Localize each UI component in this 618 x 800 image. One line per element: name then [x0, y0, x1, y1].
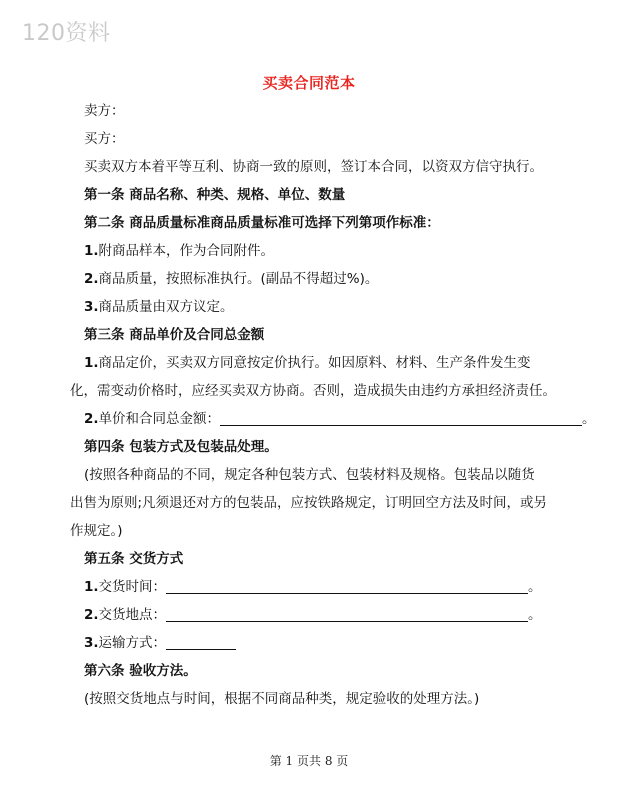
item-text: 单价和合同总金额：: [98, 411, 221, 427]
article-3-item-1-line-2: 化，需变动价格时，应经买卖双方协商。否则，造成损失由违约方承担经济责任。: [70, 383, 556, 399]
item-text: 商品定价，买卖双方同意按定价执行。如因原料、材料、生产条件发生变: [98, 355, 531, 371]
article-5-item-2: [84, 601, 560, 629]
buyer-line: 买方：: [84, 131, 125, 147]
item-number: 3.: [84, 635, 99, 651]
period: 。: [582, 411, 596, 427]
article-4-heading: 第四条 包装方式及包装品处理。: [84, 439, 278, 455]
item-text: 交货地点：: [98, 607, 167, 623]
article-3-item-2: [84, 405, 596, 433]
article-6-heading: 第六条 验收方法。: [84, 663, 197, 679]
amount-blank: [220, 411, 582, 426]
article-4-line-2: 出售为原则;凡须退还对方的包装品，应按铁路规定，订明回空方法及时间，或另: [70, 495, 548, 511]
item-number: 1.: [84, 243, 99, 259]
article-2-heading: 第二条 商品质量标准商品质量标准可选择下列第项作标准：: [84, 215, 440, 231]
delivery-time-blank: [166, 579, 528, 594]
article-5-item-1: [84, 573, 560, 601]
article-2-item-1: [84, 237, 560, 265]
document-body: [70, 97, 596, 713]
period: 。: [528, 607, 542, 623]
article-5-item-3: [84, 629, 560, 657]
item-text: 商品质量由双方议定。: [98, 299, 234, 315]
delivery-place-blank: [166, 607, 528, 622]
item-text: 附商品样本，作为合同附件。: [98, 243, 275, 259]
watermark: 120资料: [22, 21, 111, 46]
item-number: 2.: [84, 411, 99, 427]
item-number: 2.: [84, 607, 99, 623]
article-5-heading: 第五条 交货方式: [84, 551, 184, 567]
item-number: 3.: [84, 299, 99, 315]
item-text: 商品质量，按照标准执行。(副品不得超过%)。: [98, 271, 379, 287]
page-footer: 第 1 页共 8 页: [269, 754, 349, 768]
period: 。: [528, 579, 542, 595]
article-3-item-1-line-1: [84, 349, 560, 377]
item-text: 运输方式：: [98, 635, 167, 651]
document-title: 买卖合同范本: [262, 74, 356, 92]
seller-line: 卖方：: [84, 103, 125, 119]
item-number: 1.: [84, 355, 99, 371]
transport-blank: [166, 635, 236, 650]
article-4-line-3: 作规定。): [70, 523, 123, 539]
article-4-line-1: (按照各种商品的不同，规定各种包装方式、包装材料及规格。包装品以随货: [84, 467, 535, 483]
article-2-item-3: [84, 293, 560, 321]
item-number: 1.: [84, 579, 99, 595]
article-3-heading: 第三条 商品单价及合同总金额: [84, 327, 265, 343]
intro-paragraph: 买卖双方本着平等互利、协商一致的原则，签订本合同，以资双方信守执行。: [84, 159, 543, 175]
item-number: 2.: [84, 271, 99, 287]
article-2-item-2: [84, 265, 560, 293]
article-6-line-1: (按照交货地点与时间，根据不同商品种类，规定验收的处理方法。): [84, 691, 480, 707]
item-text: 交货时间：: [98, 579, 167, 595]
article-1-heading: 第一条 商品名称、种类、规格、单位、数量: [84, 187, 346, 203]
